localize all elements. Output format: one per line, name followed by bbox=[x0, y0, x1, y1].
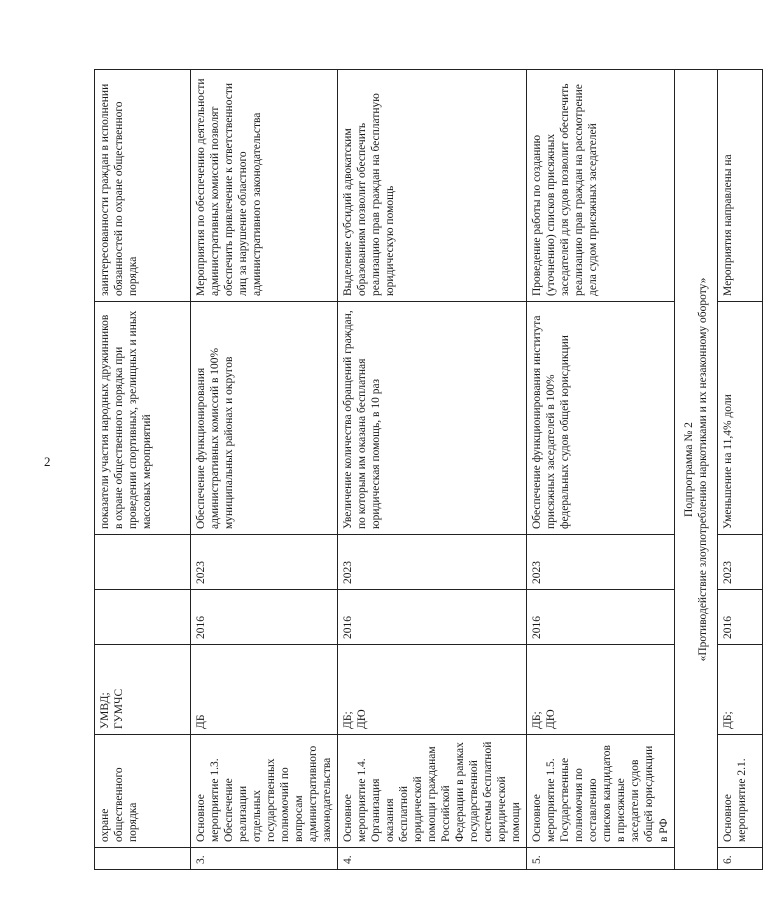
cell-result: Увеличение количества обращений граждан, по которым им оказана бесплатная юридическая помощь, в 10 раз bbox=[338, 302, 527, 535]
cell-relation: Мероприятия направлены на bbox=[717, 70, 762, 302]
subprogram-title: Подпрограмма № 2 bbox=[682, 422, 695, 517]
cell-name: Основное мероприятие 2.1. bbox=[717, 735, 762, 848]
cell-start: 2016 bbox=[191, 590, 338, 645]
measures-table bbox=[94, 69, 763, 870]
cell-result: Обеспечение функционирования административных комиссий в 100% муниципальных районах и округов bbox=[191, 302, 338, 535]
cell-start: 2016 bbox=[338, 590, 527, 645]
cell-end: 2023 bbox=[527, 535, 674, 590]
cell-relation: Выделение субсидий адвокатским образованиям позволит обеспечить реализацию прав граждан на бесплатную юридическую помощь bbox=[338, 70, 527, 302]
cell-executor: ДБ; ДЮ bbox=[527, 645, 674, 735]
cell-executor: ДБ; bbox=[717, 645, 762, 735]
cell-name: охране общественного порядка bbox=[95, 735, 191, 848]
cell-name: Основное мероприятие 1.3. Обеспечение реализации отдельных государственных полномочий по вопросам административного законодательства bbox=[191, 735, 338, 848]
rotated-table-wrapper bbox=[94, 70, 748, 870]
cell-end: 2023 bbox=[338, 535, 527, 590]
cell-executor: УМВД; ГУМЧС bbox=[95, 645, 191, 735]
cell-result: Уменьшение на 11,4% доли bbox=[717, 302, 762, 535]
cell-name: Основное мероприятие 1.5. Государственные полномочия по составлению списков кандидатов в присяжные заседатели судов общей юрисдикции в РФ bbox=[527, 735, 674, 848]
cell-start: 2016 bbox=[717, 590, 762, 645]
cell-num: 4. bbox=[338, 848, 527, 870]
cell-start bbox=[95, 590, 191, 645]
subprogram-heading bbox=[674, 70, 717, 870]
cell-start: 2016 bbox=[527, 590, 674, 645]
cell-relation: заинтересованности граждан в исполнении обязанностей по охране общественного порядка bbox=[95, 70, 191, 302]
cell-num: 3. bbox=[191, 848, 338, 870]
cell-relation: Проведение работы по созданию (уточнению) списков присяжных заседателей для судов позволит обеспечить реализацию прав граждан на рассмотрение дела судом присяжных заседателей bbox=[527, 70, 674, 302]
cell-num: 5. bbox=[527, 848, 674, 870]
table-row bbox=[95, 70, 191, 870]
cell-name: Основное мероприятие 1.4. Организация оказания бесплатной юридической помощи гражданам Российской Федерации в рамках государственной системы бесплатной юридической помощи bbox=[338, 735, 527, 848]
subprogram-subtitle: «Противодействие злоупотреблению наркотиками и их незаконному обороту» bbox=[696, 277, 709, 662]
table-row bbox=[717, 70, 762, 870]
cell-end: 2023 bbox=[191, 535, 338, 590]
cell-end: 2023 bbox=[717, 535, 762, 590]
table-row bbox=[527, 70, 674, 870]
table-row bbox=[338, 70, 527, 870]
cell-relation: Мероприятия по обеспечению деятельности административных комиссий позволят обеспечить привлечение к ответственности лиц за нарушение областного административного законодательства bbox=[191, 70, 338, 302]
cell-executor: ДБ; ДЮ bbox=[338, 645, 527, 735]
table-row bbox=[191, 70, 338, 870]
cell-result: Обеспечение функционирования института присяжных заседателей в 100% федеральных судов общей юрисдикции bbox=[527, 302, 674, 535]
cell-end bbox=[95, 535, 191, 590]
subprogram-row bbox=[674, 70, 717, 870]
cell-num bbox=[95, 848, 191, 870]
cell-executor: ДБ bbox=[191, 645, 338, 735]
cell-num: 6. bbox=[717, 848, 762, 870]
cell-result: показатели участия народных дружинников в охране общественного порядка при проведении спортивных, зрелищных и иных массовых мероприятий bbox=[95, 302, 191, 535]
page-number: 2 bbox=[44, 454, 51, 469]
